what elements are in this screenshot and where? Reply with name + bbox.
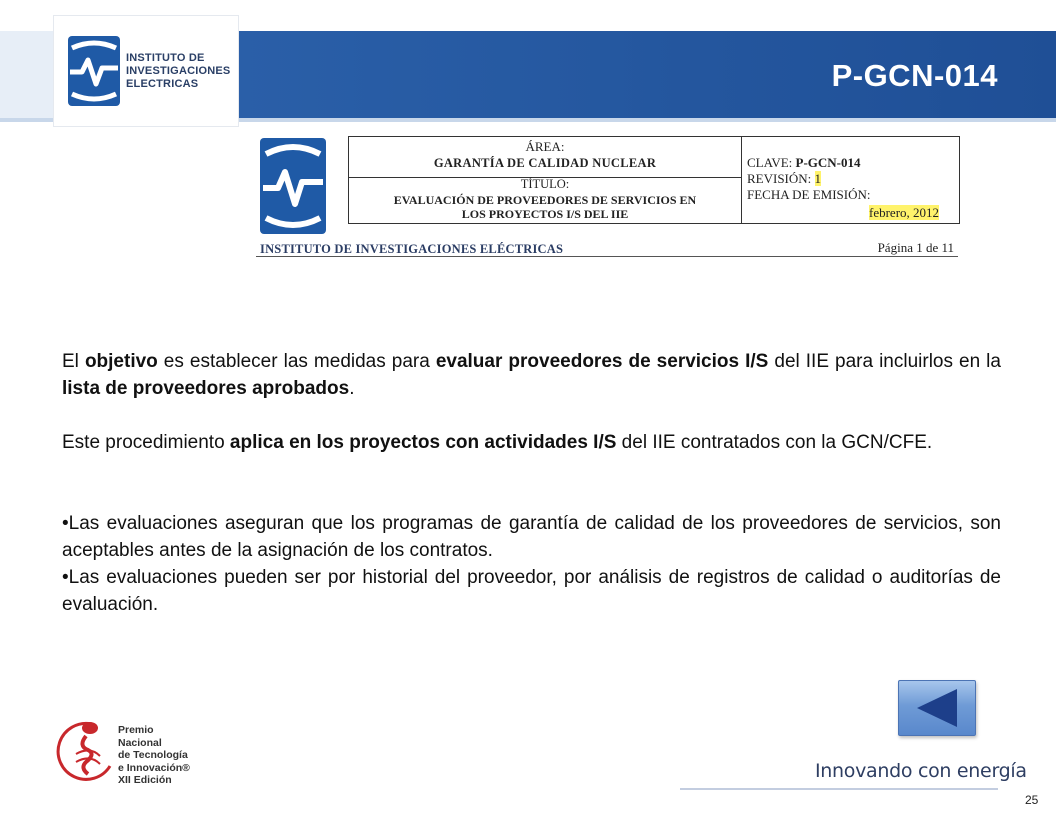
bold-text-segment: objetivo bbox=[84, 351, 158, 372]
revision-row bbox=[747, 171, 821, 187]
bold-text-segment: aplica en los proyectos con actividades I/S bbox=[229, 432, 617, 453]
title-value-line2: LOS PROYECTOS I/S DEL IIE bbox=[461, 207, 629, 221]
institute-logo-text bbox=[126, 52, 238, 91]
text-segment: Este procedimiento bbox=[62, 432, 230, 453]
title-value-line1: EVALUACIÓN DE PROVEEDORES DE SERVICIOS EN bbox=[393, 193, 697, 207]
slide-page-number: 25 bbox=[1025, 793, 1039, 807]
award-line: Nacional bbox=[118, 736, 162, 749]
award-emblem-icon bbox=[52, 714, 118, 788]
fecha-value-highlighted: febrero, 201 bbox=[869, 205, 933, 220]
bold-text-segment: lista de proveedores aprobados bbox=[62, 378, 350, 399]
text-segment: es establecer las medidas para bbox=[157, 351, 436, 372]
footer-rule bbox=[680, 788, 998, 790]
title-label: TÍTULO: bbox=[520, 177, 570, 191]
document-rule bbox=[256, 256, 958, 257]
award-line: e Innovación® bbox=[118, 761, 190, 774]
document-info-table bbox=[348, 136, 960, 224]
objective-paragraph bbox=[62, 348, 1001, 402]
back-button[interactable] bbox=[898, 680, 976, 736]
document-area-title-cell bbox=[349, 137, 742, 223]
logo-line: INSTITUTO DE bbox=[126, 52, 205, 64]
award-logo bbox=[52, 714, 222, 788]
institute-logo bbox=[54, 16, 238, 126]
clave-label: CLAVE: bbox=[747, 155, 793, 170]
bold-text-segment: evaluar proveedores de servicios I/S bbox=[435, 351, 769, 372]
award-line: Premio bbox=[118, 724, 154, 736]
logo-line: INVESTIGACIONES bbox=[126, 65, 231, 77]
iie-logo-icon bbox=[68, 36, 120, 106]
revision-value: 1 bbox=[814, 171, 822, 186]
clave-value: P-GCN-014 bbox=[795, 155, 861, 170]
document-code-title: P-GCN-014 bbox=[831, 58, 998, 93]
award-text bbox=[118, 724, 190, 787]
fecha-value bbox=[869, 205, 939, 221]
text-segment: El bbox=[62, 351, 85, 372]
document-institution: INSTITUTO DE INVESTIGACIONES ELÉCTRICAS bbox=[260, 242, 564, 256]
document-header-image bbox=[256, 132, 962, 258]
text-segment: del IIE contratados con la GCN/CFE. bbox=[616, 432, 933, 453]
area-value: GARANTÍA DE CALIDAD NUCLEAR bbox=[433, 156, 657, 170]
area-label: ÁREA: bbox=[525, 139, 565, 154]
slogan: Innovando con energía bbox=[815, 760, 1027, 782]
award-line: XII Edición bbox=[118, 774, 172, 786]
document-page-indicator: Página 1 de 11 bbox=[877, 240, 954, 255]
scope-paragraph bbox=[62, 429, 1001, 456]
iie-doc-logo-icon bbox=[260, 138, 326, 234]
document-meta-cell bbox=[745, 137, 959, 223]
logo-line: ELECTRICAS bbox=[126, 78, 199, 90]
revision-label: REVISIÓN: bbox=[747, 171, 812, 186]
award-line: de Tecnología bbox=[118, 749, 188, 761]
bullet-evaluations-methods: •Las evaluaciones pueden ser por historial del proveedor, por análisis de registros de calidad o auditorías de evaluación. bbox=[62, 567, 1001, 615]
clave-row bbox=[747, 155, 861, 171]
fecha-value-last-digit: 2 bbox=[932, 205, 940, 220]
slide-body bbox=[62, 348, 1001, 618]
text-segment: . bbox=[349, 378, 355, 399]
slide-header bbox=[0, 0, 1056, 128]
triangle-left-icon bbox=[913, 687, 961, 729]
fecha-label: FECHA DE EMISIÓN: bbox=[747, 187, 871, 202]
bullet-evaluations-assure: •Las evaluaciones aseguran que los programas de garantía de calidad de los proveedores de servicios, son aceptables antes de la asignación de los contratos. bbox=[62, 513, 1001, 561]
text-segment: del IIE para incluirlos en la bbox=[768, 351, 1001, 372]
